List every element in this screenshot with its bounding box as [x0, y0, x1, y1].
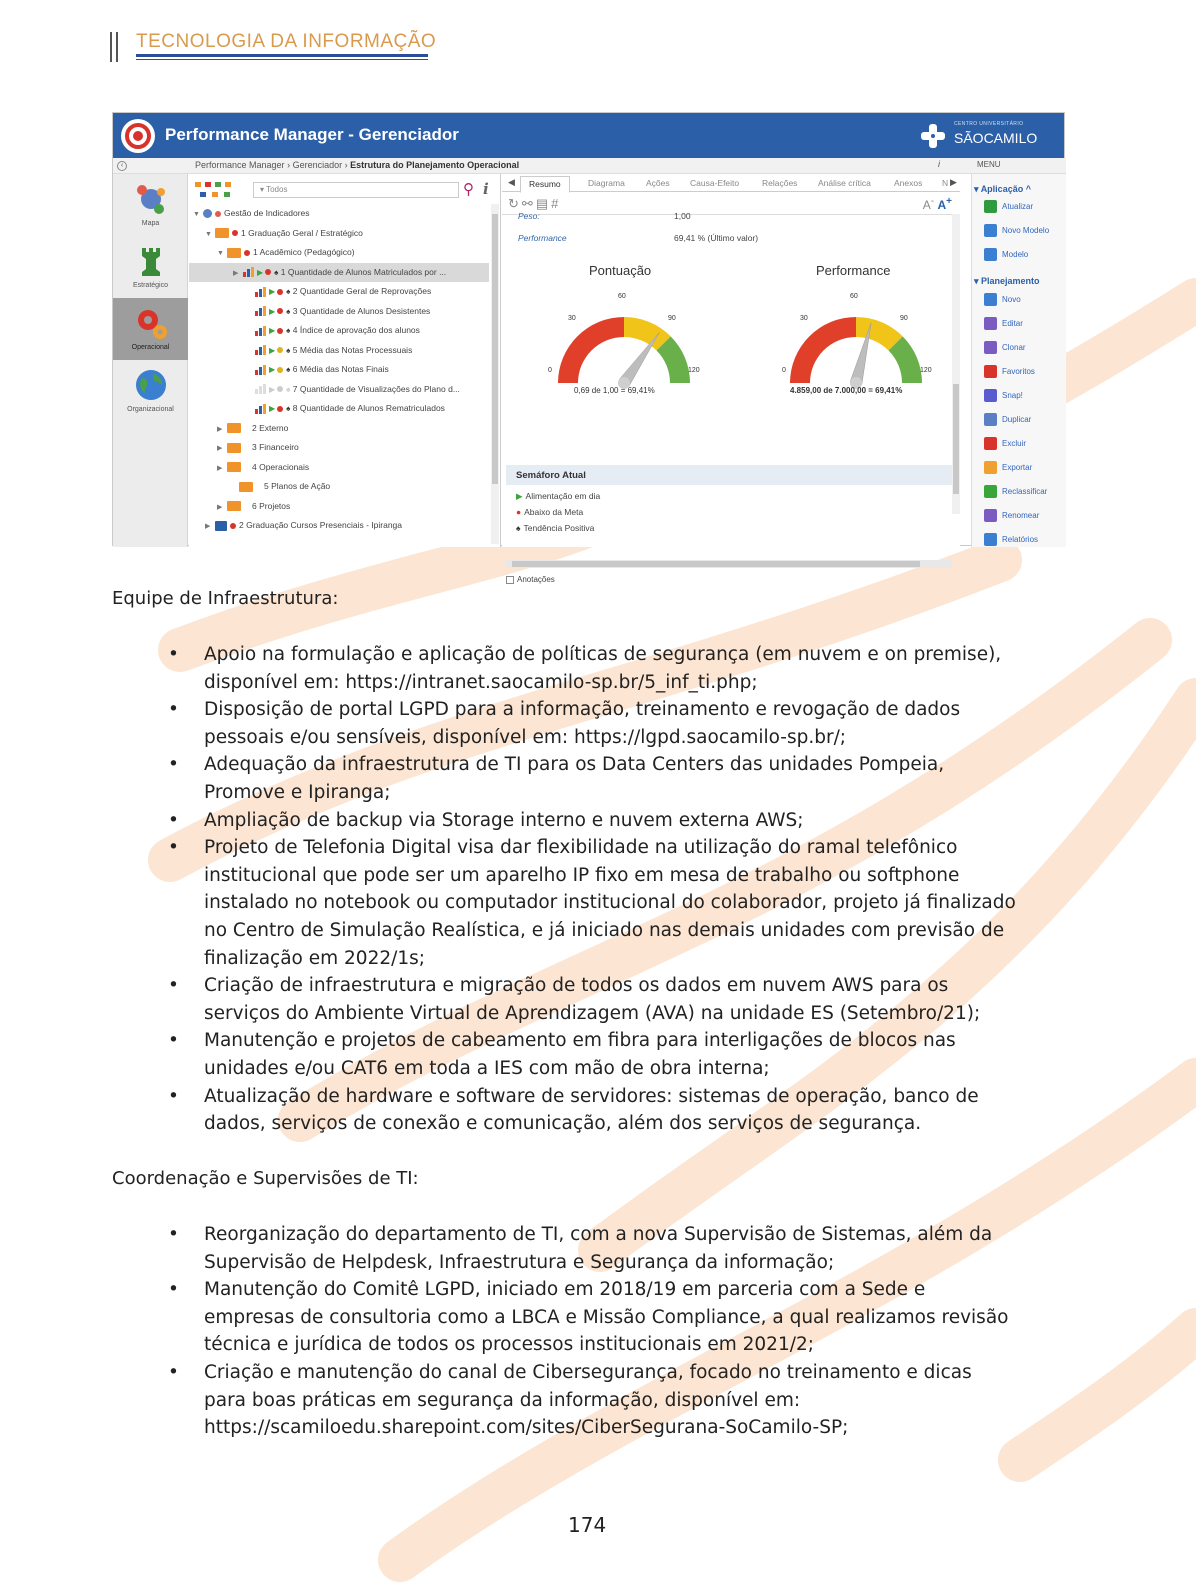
status-dot-icon [277, 308, 283, 314]
tree-row[interactable] [189, 204, 489, 223]
trend-icon: ♠ [286, 345, 291, 355]
breadcrumb-link-gerenciador[interactable]: Gerenciador [292, 160, 343, 170]
infraestrutura-bullet-list [168, 641, 1018, 1138]
gauge-tick: 30 [800, 315, 808, 322]
new-icon [984, 293, 997, 306]
section-title: TECNOLOGIA DA INFORMAÇÃO [136, 31, 437, 52]
play-icon: ▶ [257, 267, 264, 277]
bar-chart-icon [255, 365, 267, 375]
page-number: 174 [568, 1513, 607, 1537]
main-toolbar [508, 196, 561, 212]
target-logo-icon [121, 119, 155, 153]
tab-next-icon[interactable]: ▶ [950, 177, 957, 187]
globe-icon [132, 366, 170, 404]
gauge-tick: 60 [850, 293, 858, 300]
gauge-caption: 4.859,00 de 7.000,00 = 69,41% [790, 386, 903, 395]
gauge-tick: 30 [568, 315, 576, 322]
document-icon[interactable]: ▤ [535, 196, 552, 211]
trend-icon: ♠ [286, 326, 291, 335]
delete-icon [984, 437, 997, 450]
bullet-item: • Manutenção e projetos de cabeamento em fibra para interligações de blocos nas unidades e/ou CAT6 em toda a IES com mão de obra interna; [168, 1027, 1018, 1082]
brand-name: SÃOCAMILO [954, 130, 1038, 146]
gauge-tick: 120 [920, 367, 932, 374]
header-bars-ornament [110, 32, 118, 62]
tree-row[interactable] [189, 380, 489, 399]
field-peso [518, 211, 691, 221]
annotations-checkbox[interactable] [506, 575, 555, 584]
bar-chart-icon [243, 267, 255, 277]
status-dot-icon [277, 347, 283, 353]
font-size-controls [923, 196, 952, 212]
menu-item-label: Modelo [1002, 250, 1029, 259]
tree-row-label: 2 Graduação Cursos Presenciais - Ipiranga [239, 520, 402, 530]
status-dot-icon [277, 289, 283, 295]
status-dot-icon [215, 211, 221, 217]
menu-item-label: Editar [1002, 319, 1023, 328]
play-icon: ▶ [269, 287, 276, 296]
tree-row-label: 8 Quantidade de Alunos Rematriculados [292, 403, 445, 413]
tree-row-label: 3 Quantidade de Alunos Desistentes [292, 305, 431, 316]
semaforo-header: Semáforo Atual [506, 465, 954, 485]
tree-filter-value: Todos [266, 185, 288, 194]
brand-subtitle: CENTRO UNIVERSITÁRIO [954, 121, 1024, 127]
gauge-tick: 0 [548, 367, 552, 374]
gauge-title-pontuacao: Pontuação [589, 263, 652, 278]
header-underline-thin [136, 59, 428, 60]
tree-row-label: 6 Projetos [252, 500, 291, 511]
decrease-font-icon[interactable]: A- [922, 196, 935, 212]
export-icon [984, 461, 997, 474]
trend-icon: ♠ [286, 404, 291, 413]
legend-item [516, 523, 594, 533]
tree-row-label: 2 Externo [252, 422, 289, 433]
tree-row[interactable] [189, 263, 489, 282]
menu-item-label: Clonar [1002, 343, 1026, 352]
tree-row[interactable] [189, 419, 489, 438]
folder-icon [227, 462, 241, 472]
building-icon [215, 521, 227, 531]
nav-label: Estratégico [132, 282, 169, 289]
info-icon[interactable]: i [483, 180, 489, 198]
gauge-band [558, 317, 624, 383]
tree-row-label: 7 Quantidade de Visualizações do Plano d... [292, 383, 460, 394]
status-dot-icon [277, 367, 283, 373]
refresh-icon [984, 200, 997, 213]
legend-label: Tendência Positiva [523, 523, 595, 533]
menu-item-label: Atualizar [1002, 202, 1034, 211]
cross-logo-icon [920, 123, 946, 149]
tree-row-label: 5 Planos de Ação [264, 481, 331, 491]
link-icon[interactable]: ⚯ [521, 196, 536, 211]
bar-chart-icon [255, 404, 267, 414]
vertical-scrollbar[interactable] [952, 214, 960, 514]
gears-icon [132, 304, 170, 342]
summary-content [502, 211, 954, 584]
bullet-item: • Reorganização do departamento de TI, com a nova Supervisão de Sistemas, além da Supervisão de Helpdesk, Infraestrutura e Segurança da informação; [168, 1221, 1018, 1276]
bar-chart-icon [255, 345, 267, 355]
menu-item-label: Novo [1002, 295, 1021, 304]
hierarchy-icon[interactable] [195, 182, 235, 198]
breadcrumb [113, 158, 1066, 174]
bullet-item: • Adequação da infraestrutura de TI para os Data Centers das unidades Pompeia, Promove e Ipiranga; [168, 751, 1018, 806]
menu-item-label: Duplicar [1002, 415, 1032, 424]
field-label: Peso: [518, 211, 540, 221]
tab-8[interactable]: N [942, 178, 949, 188]
tab-prev-icon[interactable]: ◀ [508, 177, 515, 187]
field-value: 69,41 % (Último valor) [674, 233, 759, 243]
bullet-item: • Criação e manutenção do canal de Cibersegurança, focado no treinamento e dicas para boas práticas em segurança da informação, disponível em: https://scamiloedu.sharepoint.com/sites/CiberSegurana-SoCamilo-SP; [168, 1359, 1018, 1442]
main-panel [502, 174, 960, 584]
nav-label: Operacional [131, 344, 170, 351]
legend-label: Alimentação em dia [525, 491, 601, 501]
folder-icon [239, 482, 253, 492]
tree-row-label: 3 Financeiro [252, 442, 299, 452]
tree-row[interactable] [189, 341, 489, 360]
status-dot-icon [265, 269, 271, 275]
indicator-tree [189, 174, 501, 547]
menu-item-label: Excluir [1002, 439, 1027, 448]
menu-section-title: Planejamento [981, 276, 1040, 286]
gauge-tick: 120 [688, 367, 700, 374]
refresh-icon[interactable]: ↻ [508, 196, 522, 211]
legend-marker-icon: ● [516, 507, 522, 517]
caret-right-icon[interactable]: ▶ [217, 503, 223, 511]
play-icon: ▶ [269, 326, 276, 335]
tab-1[interactable]: Resumo [520, 176, 570, 193]
legend-label: Abaixo da Meta [524, 507, 584, 517]
header-underline [136, 54, 428, 57]
bullet-item: • Criação de infraestrutura e migração de todos os dados em nuvem AWS para os serviços do Ambiente Virtual de Aprendizagem (AVA) na unidade ES (Setembro/21); [168, 972, 1018, 1027]
tree-filter-select[interactable]: ▾ Todos [253, 182, 459, 198]
play-icon: ▶ [269, 345, 276, 355]
menu-item-label: Snap! [1002, 391, 1023, 400]
coordenacao-bullet-list [168, 1221, 1018, 1442]
field-label: Performance [518, 233, 567, 243]
tree-scrollbar[interactable] [491, 204, 499, 544]
tab-2[interactable]: Diagrama [588, 178, 625, 188]
tree-row[interactable] [189, 458, 489, 477]
tree-row-label: 1 Acadêmico (Pedagógico) [253, 247, 355, 257]
tree-toolbar [195, 180, 495, 200]
duplicate-icon [984, 413, 997, 426]
nav-label: Mapa [141, 220, 160, 227]
caret-right-icon[interactable]: ▶ [217, 464, 223, 472]
tree-row[interactable] [189, 399, 489, 418]
breadcrumb-text [195, 160, 519, 170]
info-icon[interactable]: i [938, 159, 940, 169]
folder-icon [227, 423, 241, 433]
rename-icon [984, 509, 997, 522]
nav-item-mapa[interactable] [113, 174, 188, 236]
bullet-item: • Projeto de Telefonia Digital visa dar flexibilidade na utilização do ramal telefônico institucional que pode ser um aparelho IP fixo em mesa de trabalho ou softphone instalado no notebook ou computador institucional do colaborador, projeto já finalizado no Centro de Simulação Realística, e já iniciado nas demais unidades com previsão de finalização em 2022/1s; [168, 834, 1018, 972]
legend-marker-icon: ♠ [516, 523, 521, 533]
horizontal-scrollbar[interactable] [506, 560, 952, 568]
snap-icon [984, 389, 997, 402]
reclassify-icon [984, 485, 997, 498]
breadcrumb-link-performance-manager[interactable]: Performance Manager [195, 160, 285, 170]
gauge-tick: 0 [782, 367, 786, 374]
folder-icon [227, 443, 241, 453]
menu-section-title: Aplicação [980, 184, 1024, 194]
caret-down-icon[interactable]: ▼ [217, 250, 224, 257]
tab-3[interactable]: Ações [646, 178, 670, 188]
trend-icon: ♠ [286, 287, 291, 296]
tab-6[interactable]: Análise crítica [818, 178, 871, 188]
performance-manager-screenshot [112, 112, 1065, 584]
tree-row[interactable] [189, 516, 489, 535]
collapse-icon[interactable]: ‹ [117, 161, 127, 171]
chevron-right-icon: › [287, 160, 293, 170]
new-model-icon [984, 224, 997, 237]
legend-item [516, 507, 583, 517]
status-dot-icon [277, 386, 283, 392]
left-nav [113, 174, 188, 547]
bar-chart-icon [255, 287, 267, 297]
tree-row[interactable] [189, 360, 489, 379]
tree-row[interactable] [189, 438, 489, 457]
search-icon[interactable]: ⚲ [463, 181, 474, 198]
trend-icon: ♠ [274, 267, 279, 277]
tree-row[interactable] [189, 302, 489, 321]
caret-right-icon[interactable]: ▶ [217, 445, 223, 452]
menu-item-label: Reclassificar [1002, 487, 1048, 496]
field-performance [518, 233, 759, 243]
chevron-up-icon[interactable]: ^ [1025, 184, 1031, 194]
caret-down-icon[interactable]: ▼ [193, 211, 200, 218]
tree-row-label: 5 Média das Notas Processuais [292, 344, 413, 355]
tree-row-label: Gestão de Indicadores [224, 208, 310, 218]
chess-rook-icon [132, 242, 170, 280]
nav-item-organizacional[interactable] [113, 360, 188, 422]
play-icon: ▶ [269, 384, 276, 394]
menu-item-label: Exportar [1002, 463, 1033, 472]
favorites-icon [984, 365, 997, 378]
tree-row-label: 2 Quantidade Geral de Reprovações [292, 286, 432, 296]
right-menu [971, 174, 1066, 547]
bar-chart-icon [255, 326, 267, 336]
model-icon [984, 248, 997, 261]
play-icon: ▶ [269, 306, 276, 316]
menu-item-label: Favoritos [1002, 367, 1035, 376]
caret-right-icon[interactable]: ▶ [217, 425, 223, 433]
status-dot-icon [277, 406, 283, 412]
trend-icon: ♠ [286, 384, 291, 394]
tree-row[interactable] [189, 321, 489, 340]
status-dot-icon [244, 250, 250, 256]
clone-icon [984, 341, 997, 354]
bar-chart-icon [255, 306, 267, 316]
tree-row[interactable] [189, 224, 489, 243]
gauge-tick: 90 [900, 315, 908, 322]
brand-logo [954, 121, 1044, 151]
field-value: 1,00 [674, 211, 691, 221]
network-icon [203, 209, 212, 218]
tab-4[interactable]: Causa-Efeito [690, 178, 740, 188]
bullet-item: • Apoio na formulação e aplicação de políticas de segurança (em nuvem e on premise), disponível em: https://intranet.saocamilo-sp.br/5_inf_ti.php; [168, 641, 1018, 696]
status-dot-icon [232, 230, 238, 236]
nav-item-estrategico[interactable] [113, 236, 188, 298]
bar-chart-icon [255, 384, 267, 394]
map-network-icon [132, 180, 170, 218]
menu-item-label: Novo Modelo [1002, 226, 1050, 235]
tab-bar [502, 176, 960, 192]
app-title: Performance Manager - Gerenciador [165, 125, 459, 144]
section-heading-coordenacao: Coordenação e Supervisões de TI: [112, 1168, 419, 1189]
tree-row-label: 4 Índice de aprovação dos alunos [292, 325, 420, 335]
checkbox-icon[interactable] [506, 576, 514, 584]
gauge-caption: 0,69 de 1,00 = 69,41% [574, 386, 655, 395]
bullet-item: • Disposição de portal LGPD para a informação, treinamento e revogação de dados pessoais e/ou sensíveis, disponível em: https://lgpd.saocamilo-sp.br/; [168, 696, 1018, 751]
annotations-label: Anotações [517, 575, 555, 584]
legend-marker-icon: ▶ [516, 491, 523, 501]
menu-item-label: Relatórios [1002, 535, 1039, 544]
section-heading-infraestrutura: Equipe de Infraestrutura: [112, 588, 339, 609]
gauge-tick: 90 [668, 315, 676, 322]
caret-right-icon[interactable]: ▶ [233, 269, 239, 277]
tree-row-label: 1 Quantidade de Alunos Matriculados por ... [280, 266, 447, 277]
hash-icon[interactable]: # [551, 196, 562, 211]
caret-down-icon[interactable]: ▼ [205, 230, 212, 238]
folder-icon [227, 248, 241, 258]
bullet-item: • Ampliação de backup via Storage interno e nuvem externa AWS; [168, 807, 1018, 835]
folder-icon [215, 228, 229, 238]
trend-icon: ♠ [286, 365, 291, 374]
nav-item-operacional[interactable] [113, 298, 188, 360]
tree-row[interactable] [189, 282, 489, 301]
menu-item-label: Renomear [1002, 511, 1040, 520]
app-titlebar [113, 113, 1064, 158]
tree-row-label: 1 Graduação Geral / Estratégico [241, 227, 363, 238]
edit-icon [984, 317, 997, 330]
status-dot-icon [277, 328, 283, 334]
bullet-item: • Manutenção do Comitê LGPD, iniciado em 2018/19 em parceria com a Sede e empresas de consultoria como a LBCA e Missão Compliance, a qual realizamos revisão técnica e jurídica de todos os processos institucionais em 2021/2; [168, 1276, 1018, 1359]
tree-row-label: 6 Média das Notas Finais [292, 364, 389, 374]
increase-font-icon[interactable]: A+ [937, 196, 952, 212]
menu-section-aplicacao[interactable]: ▾ Aplicação ^ [974, 184, 1031, 194]
chevron-right-icon: › [344, 160, 351, 170]
status-dot-icon [230, 523, 236, 529]
tree-row-label: 4 Operacionais [252, 461, 310, 472]
caret-right-icon[interactable]: ▶ [205, 523, 211, 530]
gauge-title-performance: Performance [816, 263, 891, 278]
tree-row[interactable] [189, 243, 489, 262]
legend-item [516, 491, 600, 502]
tree-row[interactable] [189, 477, 489, 496]
play-icon: ▶ [269, 365, 276, 374]
nav-label: Organizacional [127, 406, 174, 413]
breadcrumb-current: Estrutura do Planejamento Operacional [350, 160, 520, 170]
trend-icon: ♠ [286, 306, 291, 316]
bullet-item: • Atualização de hardware e software de servidores: sistemas de operação, banco de dados, serviços de conexão e comunicação, além dos serviços de segurança. [168, 1083, 1018, 1138]
gauge-band [790, 317, 856, 383]
folder-icon [227, 501, 241, 511]
tree-row[interactable] [189, 497, 489, 516]
menu-section-planejamento[interactable]: ▾ Planejamento [974, 276, 1040, 286]
reports-icon [984, 533, 997, 546]
menu-label[interactable]: MENU [977, 160, 1001, 169]
tab-5[interactable]: Relações [762, 178, 798, 188]
tab-7[interactable]: Anexos [894, 178, 923, 188]
gauge-tick: 60 [618, 293, 626, 300]
play-icon: ▶ [269, 404, 276, 413]
